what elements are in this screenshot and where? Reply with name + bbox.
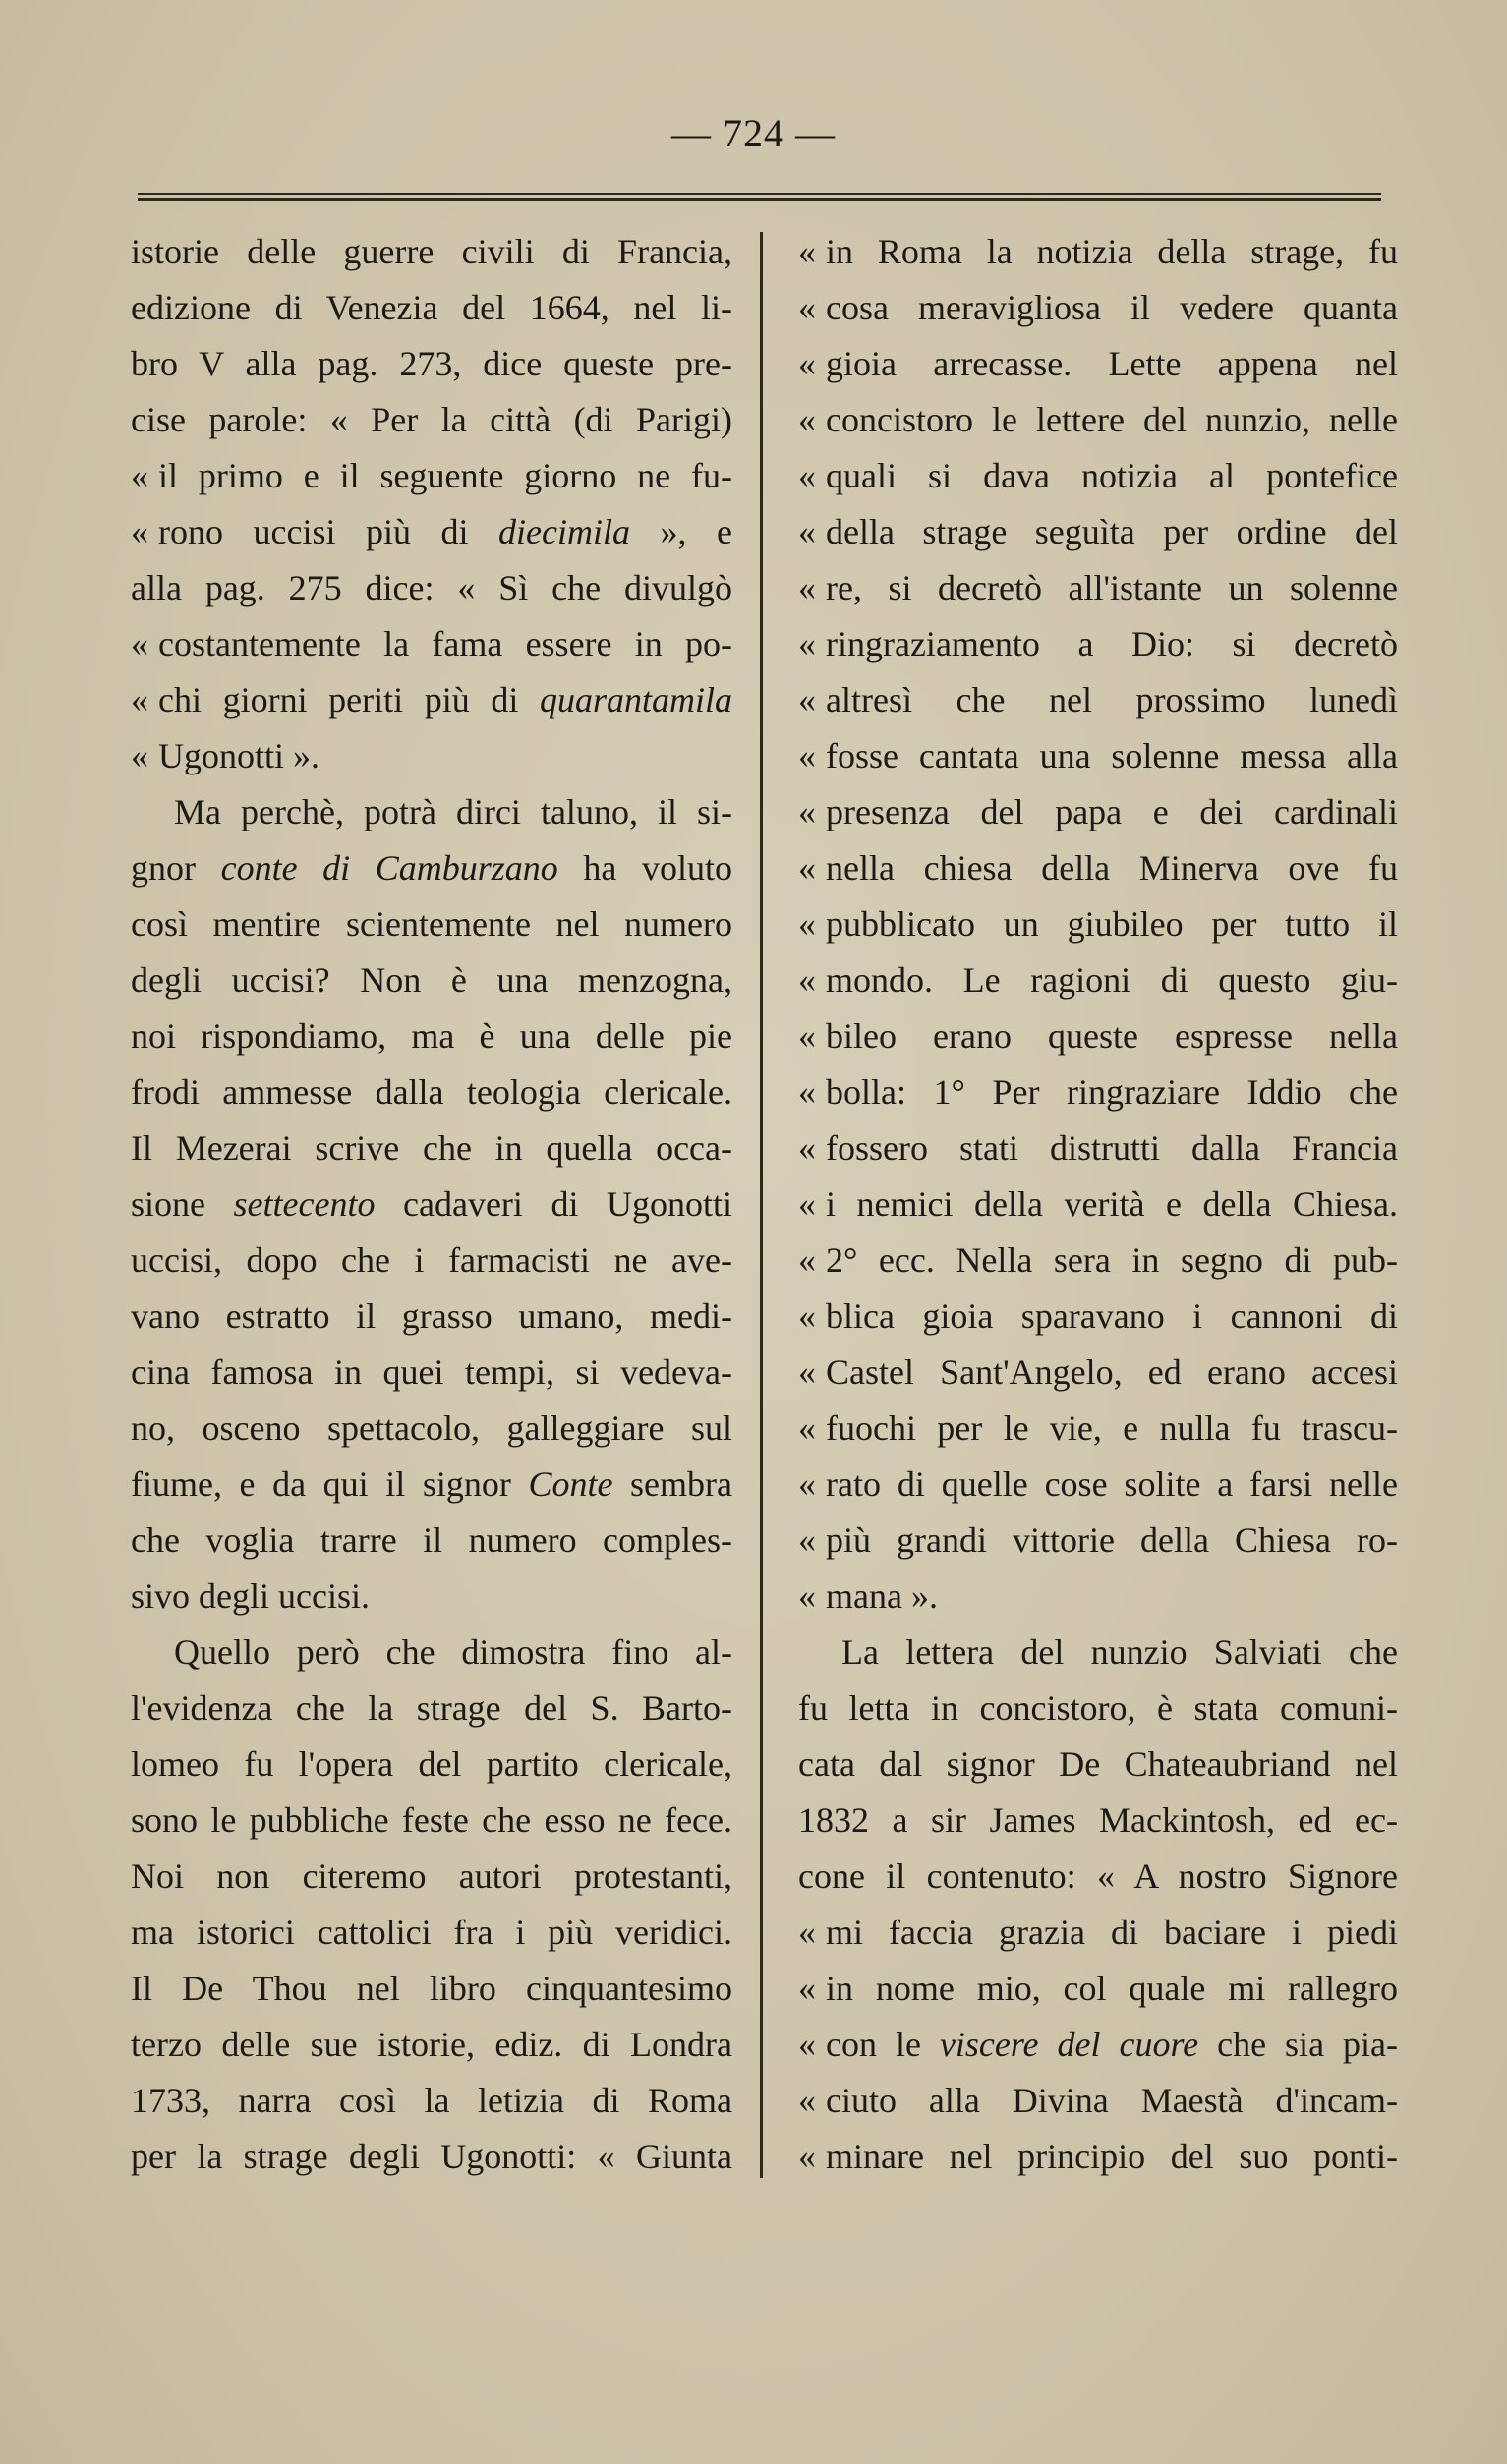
quote-mark: « <box>798 2025 816 2064</box>
left-column-line <box>131 728 732 784</box>
left-column-line <box>131 2073 732 2129</box>
right-column-line <box>798 1625 1398 1681</box>
left-column-line <box>131 952 732 1008</box>
quote-mark: « <box>131 680 148 719</box>
quote-mark: « <box>798 1576 816 1616</box>
right-column-line <box>798 784 1398 840</box>
left-column-line <box>131 1008 732 1064</box>
left-column-line <box>131 560 732 616</box>
left-column-line <box>131 1176 732 1232</box>
left-column-line <box>131 1457 732 1513</box>
quote-mark: « <box>798 1464 816 1504</box>
line-text: 1733, narra così la letizia di Roma <box>131 2081 732 2120</box>
line-text: mi faccia grazia di baciare i piedi <box>826 1913 1398 1952</box>
line-text: nella chiesa della Minerva ove fu <box>826 848 1398 888</box>
line-text: Castel Sant'Angelo, ed erano accesi <box>826 1352 1398 1392</box>
line-text: con le <box>826 2025 940 2064</box>
right-column-line <box>798 1793 1398 1849</box>
line-text: gioia arrecasse. Lette appena nel <box>826 344 1398 383</box>
right-column-line <box>798 560 1398 616</box>
line-text: uccisi, dopo che i farmacisti ne ave- <box>131 1240 732 1280</box>
line-text: fuochi per le vie, e nulla fu trascu- <box>826 1408 1398 1448</box>
line-text: altresì che nel prossimo lunedì <box>826 680 1398 719</box>
line-text: re, si decretò all'istante un solenne <box>826 568 1398 607</box>
line-text: pubblicato un giubileo per tutto il <box>826 904 1398 944</box>
right-column-line <box>798 1345 1398 1401</box>
left-column-line <box>131 1569 732 1625</box>
line-text: i nemici della verità e della Chiesa. <box>826 1184 1398 1224</box>
line-text: ringraziamento a Dio: si decretò <box>826 624 1398 663</box>
left-column-line <box>131 1905 732 1961</box>
right-column-line <box>798 1120 1398 1176</box>
right-column-line <box>798 1008 1398 1064</box>
quote-mark: « <box>798 680 816 719</box>
line-text: fu letta in concistoro, è stata comuni- <box>798 1689 1398 1728</box>
left-column-line <box>131 1793 732 1849</box>
quote-mark: « <box>131 736 148 775</box>
left-column-line <box>131 672 732 728</box>
right-column-line <box>798 1681 1398 1737</box>
line-text: Il Mezerai scrive che in quella occa- <box>131 1128 732 1168</box>
left-column-line <box>131 1681 732 1737</box>
line-text: che sia pia- <box>1198 2025 1398 2064</box>
quote-mark: « <box>798 1128 816 1168</box>
quote-mark: « <box>798 1408 816 1448</box>
right-column-line <box>798 1961 1398 2017</box>
right-column-line <box>798 2073 1398 2129</box>
left-column <box>131 224 732 2185</box>
right-column-line <box>798 952 1398 1008</box>
right-column-line <box>798 448 1398 504</box>
line-text: 2° ecc. Nella sera in segno di pub- <box>826 1240 1398 1280</box>
left-column-line <box>131 1120 732 1176</box>
italic-text: settecento <box>233 1184 376 1224</box>
left-column-line <box>131 448 732 504</box>
line-text: Quello però che dimostra fino al- <box>174 1633 732 1672</box>
left-column-line <box>131 392 732 448</box>
quote-mark: « <box>798 2137 816 2176</box>
quote-mark: « <box>798 1072 816 1112</box>
left-column-line <box>131 1849 732 1905</box>
page-number: — 724 — <box>671 111 836 155</box>
line-text: vano estratto il grasso umano, medi- <box>131 1296 732 1336</box>
quote-mark: « <box>131 456 148 495</box>
line-text: quali si dava notizia al pontefice <box>826 456 1398 495</box>
line-text: cosa meravigliosa il vedere quanta <box>826 288 1398 327</box>
right-column-line <box>798 896 1398 952</box>
quote-mark: « <box>798 1913 816 1952</box>
line-text: mana ». <box>826 1576 938 1616</box>
header-rule <box>138 193 1381 201</box>
quote-mark: « <box>798 736 816 775</box>
left-column-line <box>131 1737 732 1793</box>
right-column-line <box>798 1289 1398 1345</box>
italic-text: quarantamila <box>539 680 732 719</box>
line-text: in nome mio, col quale mi rallegro <box>826 1969 1398 2008</box>
quote-mark: « <box>131 624 148 663</box>
line-text: ma istorici cattolici fra i più veridici. <box>131 1913 732 1952</box>
right-column-line <box>798 1849 1398 1905</box>
right-column-line <box>798 1905 1398 1961</box>
line-text: fiume, e da qui il signor <box>131 1464 529 1504</box>
quote-mark: « <box>131 512 148 551</box>
right-column-line <box>798 392 1398 448</box>
right-column-line <box>798 1176 1398 1232</box>
italic-text: viscere del cuore <box>939 2025 1199 2064</box>
right-column-line <box>798 224 1398 280</box>
left-column-line <box>131 1289 732 1345</box>
quote-mark: « <box>798 568 816 607</box>
right-column-line <box>798 728 1398 784</box>
italic-text: Conte <box>528 1464 613 1504</box>
line-text: per la strage degli Ugonotti: « Giunta <box>131 2137 732 2176</box>
line-text: sivo degli uccisi. <box>131 1576 370 1616</box>
quote-mark: « <box>798 1969 816 2008</box>
left-column-line <box>131 1232 732 1289</box>
left-column-line <box>131 616 732 672</box>
line-text: gnor <box>131 848 221 888</box>
quote-mark: « <box>798 848 816 888</box>
quote-mark: « <box>798 1520 816 1560</box>
line-text: blica gioia sparavano i cannoni di <box>826 1296 1398 1336</box>
right-column-line <box>798 1401 1398 1457</box>
line-text: minare nel principio del suo ponti- <box>826 2137 1398 2176</box>
line-text: sione <box>131 1184 234 1224</box>
quote-mark: « <box>798 960 816 1000</box>
left-column-line <box>131 504 732 560</box>
left-column-line <box>131 1064 732 1120</box>
quote-mark: « <box>798 344 816 383</box>
left-column-line <box>131 224 732 280</box>
quote-mark: « <box>798 2081 816 2120</box>
left-column-line <box>131 280 732 336</box>
line-text: 1832 a sir James Mackintosh, ed ec- <box>798 1801 1398 1840</box>
line-text: rono uccisi più di <box>158 512 499 551</box>
line-text: Ugonotti ». <box>158 736 320 775</box>
line-text: più grandi vittorie della Chiesa ro- <box>826 1520 1398 1560</box>
right-column-line <box>798 1064 1398 1120</box>
left-column-line <box>131 1401 732 1457</box>
right-column-line <box>798 1569 1398 1625</box>
italic-text: diecimila <box>498 512 630 551</box>
line-text: bro V alla pag. 273, dice queste pre- <box>131 344 732 383</box>
line-text: no, osceno spettacolo, galleggiare sul <box>131 1408 732 1448</box>
right-column-line <box>798 1457 1398 1513</box>
line-text: cone il contenuto: « A nostro Signore <box>798 1857 1398 1896</box>
left-column-line <box>131 896 732 952</box>
right-column-line <box>798 672 1398 728</box>
line-text: chi giorni periti più di <box>158 680 540 719</box>
quote-mark: « <box>798 792 816 831</box>
quote-mark: « <box>798 232 816 271</box>
left-column-line <box>131 1513 732 1569</box>
line-text: edizione di Venezia del 1664, nel li- <box>131 288 732 327</box>
left-column-line <box>131 336 732 392</box>
line-text: alla pag. 275 dice: « Sì che divulgò <box>131 568 732 607</box>
line-text: cadaveri di Ugonotti <box>375 1184 732 1224</box>
line-text: degli uccisi? Non è una menzogna, <box>131 960 732 1000</box>
line-text: mondo. Le ragioni di questo giu- <box>826 960 1398 1000</box>
line-text: istorie delle guerre civili di Francia, <box>131 232 732 271</box>
line-text: bolla: 1° Per ringraziare Iddio che <box>826 1072 1398 1112</box>
line-text: Ma perchè, potrà dirci taluno, il si- <box>174 792 732 831</box>
line-text: sembra <box>612 1464 732 1504</box>
left-column-line <box>131 2129 732 2185</box>
line-text: noi rispondiamo, ma è una delle pie <box>131 1016 732 1056</box>
line-text: che voglia trarre il numero comples- <box>131 1520 732 1560</box>
quote-mark: « <box>798 1352 816 1392</box>
right-column-line <box>798 1232 1398 1289</box>
left-column-line <box>131 784 732 840</box>
left-column-line <box>131 1345 732 1401</box>
line-text: bileo erano queste espresse nella <box>826 1016 1398 1056</box>
quote-mark: « <box>798 1184 816 1224</box>
line-text: Noi non citeremo autori protestanti, <box>131 1857 732 1896</box>
right-column-line <box>798 2129 1398 2185</box>
line-text: costantemente la fama essere in po- <box>158 624 732 663</box>
line-text: cise parole: « Per la città (di Parigi) <box>131 400 732 439</box>
right-column-line <box>798 504 1398 560</box>
left-column-line <box>131 1625 732 1681</box>
quote-mark: « <box>798 1240 816 1280</box>
line-text: il primo e il seguente giorno ne fu- <box>158 456 732 495</box>
right-column-line <box>798 1737 1398 1793</box>
line-text: della strage seguìta per ordine del <box>826 512 1398 551</box>
right-column <box>798 224 1398 2185</box>
line-text: terzo delle sue istorie, ediz. di Londra <box>131 2025 732 2064</box>
line-text: frodi ammesse dalla teologia clericale. <box>131 1072 732 1112</box>
italic-text: conte di Camburzano <box>220 848 558 888</box>
line-text: concistoro le lettere del nunzio, nelle <box>826 400 1398 439</box>
line-text: », e <box>629 512 732 551</box>
column-divider <box>760 232 763 2178</box>
quote-mark: « <box>798 512 816 551</box>
right-column-line <box>798 280 1398 336</box>
line-text: l'evidenza che la strage del S. Barto- <box>131 1689 732 1728</box>
right-column-line <box>798 1513 1398 1569</box>
line-text: lomeo fu l'opera del partito clericale, <box>131 1745 732 1784</box>
quote-mark: « <box>798 400 816 439</box>
quote-mark: « <box>798 904 816 944</box>
quote-mark: « <box>798 1016 816 1056</box>
line-text: La lettera del nunzio Salviati che <box>841 1633 1398 1672</box>
right-column-line <box>798 616 1398 672</box>
line-text: Il De Thou nel libro cinquantesimo <box>131 1969 732 2008</box>
line-text: ciuto alla Divina Maestà d'incam- <box>826 2081 1398 2120</box>
line-text: sono le pubbliche feste che esso ne fece. <box>131 1801 732 1840</box>
line-text: in Roma la notizia della strage, fu <box>826 232 1398 271</box>
left-column-line <box>131 1961 732 2017</box>
line-text: presenza del papa e dei cardinali <box>826 792 1398 831</box>
quote-mark: « <box>798 624 816 663</box>
line-text: rato di quelle cose solite a farsi nelle <box>826 1464 1398 1504</box>
left-column-line <box>131 2017 732 2073</box>
line-text: fossero stati distrutti dalla Francia <box>826 1128 1398 1168</box>
line-text: fosse cantata una solenne messa alla <box>826 736 1398 775</box>
line-text: così mentire scientemente nel numero <box>131 904 732 944</box>
quote-mark: « <box>798 1296 816 1336</box>
right-column-line <box>798 2017 1398 2073</box>
line-text: ha voluto <box>557 848 732 888</box>
left-column-line <box>131 840 732 896</box>
quote-mark: « <box>798 288 816 327</box>
quote-mark: « <box>798 456 816 495</box>
line-text: cina famosa in quei tempi, si vedeva- <box>131 1352 732 1392</box>
line-text: cata dal signor De Chateaubriand nel <box>798 1745 1398 1784</box>
right-column-line <box>798 840 1398 896</box>
right-column-line <box>798 336 1398 392</box>
